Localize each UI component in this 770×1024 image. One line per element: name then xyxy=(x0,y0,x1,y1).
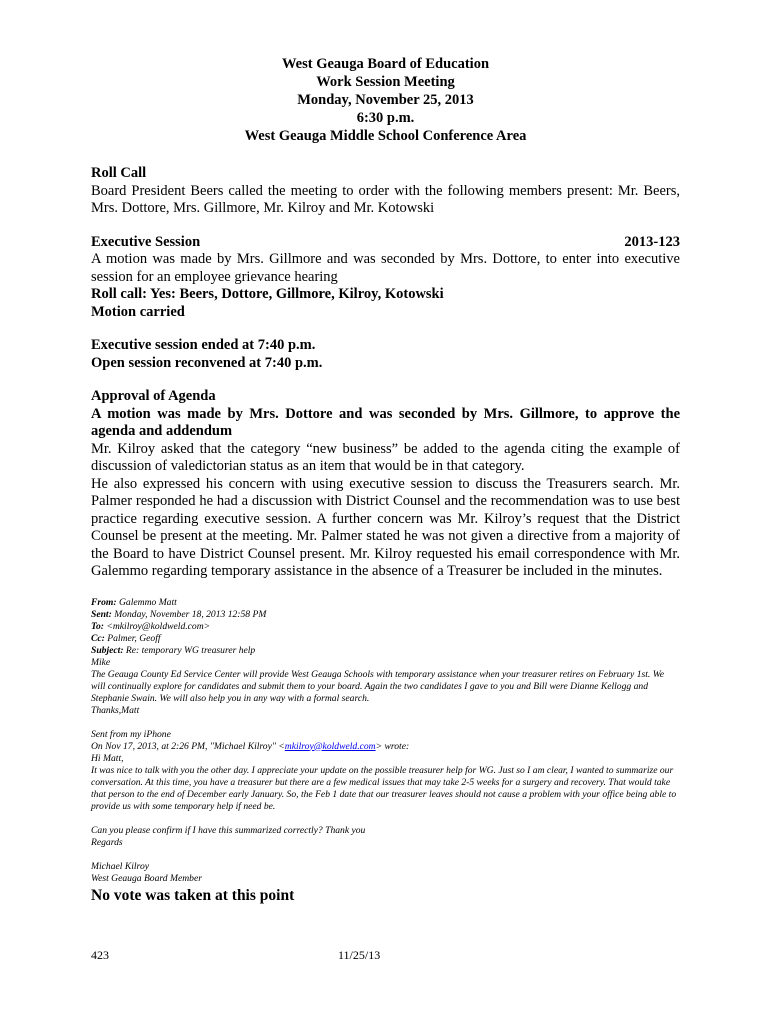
roll-call-section xyxy=(91,165,680,218)
email-cc-value: Palmer, Geoff xyxy=(104,632,161,644)
meeting-type: Work Session Meeting xyxy=(316,74,455,90)
email-sent-label: Sent: xyxy=(91,608,112,620)
email-regards: Regards xyxy=(91,836,123,848)
page-number: 423 xyxy=(91,948,109,962)
email-sent-value: Monday, November 18, 2013 12:58 PM xyxy=(111,608,267,620)
email-signature-title: West Geauga Board Member xyxy=(91,872,202,884)
email-subject-value: Re: temporary WG treasurer help xyxy=(123,644,256,656)
meeting-date: Monday, November 25, 2013 xyxy=(297,92,474,108)
email-sent-from: Sent from my iPhone xyxy=(91,728,171,740)
quote-suffix: > wrote: xyxy=(375,740,410,752)
email-cc xyxy=(91,633,680,645)
email-quote-header xyxy=(91,741,680,753)
document-page xyxy=(91,55,680,905)
agenda-motion: A motion was made by Mrs. Dottore and was seconded by Mrs. Gillmore, to approve the agenda and addendum xyxy=(91,405,680,439)
meeting-header xyxy=(91,55,680,145)
agenda-paragraph-2: He also expressed his concern with using executive session to discuss the Treasurers search. Mr. Palmer responded he had a discussion with District Counsel and the recommendation was to use best practice regarding executive session. A further concern was Mr. Kilroy’s request that the District Counsel be present at the meeting. Mr. Palmer stated he was not given a directive from a majority of the Board to have District Counsel present. Mr. Kilroy requested his email correspondence with Mr. Galemmo regarding temporary assistance in the absence of a Treasurer be included in the minutes. xyxy=(91,475,680,579)
email-confirm: Can you please confirm if I have this summarized correctly? Thank you xyxy=(91,824,366,836)
quote-prefix: On Nov 17, 2013, at 2:26 PM, "Michael Kilroy" < xyxy=(91,740,285,752)
resolution-number: 2013-123 xyxy=(624,233,680,250)
agenda-section xyxy=(91,388,680,581)
email-to-label: To: xyxy=(91,620,104,632)
executive-session-section xyxy=(91,234,680,322)
email-spacer-2 xyxy=(91,813,680,825)
email-cc-label: Cc: xyxy=(91,632,105,644)
email-body-2: It was nice to talk with you the other day. I appreciate your update on the possible treasurer help for WG. Just so I am clear, I wanted to summarize our conversation. At this time, you have a treasurer but there are a few medical issues that may take 2-5 weeks for a surgery and recovery. That would take that person to the end of December early January. So, the Feb 1 date that our treasurer leaves should not cause a problem with your office being able to provide us with some temporary help if need be. xyxy=(91,764,677,812)
executive-session-motion: A motion was made by Mrs. Gillmore and was seconded by Mrs. Dottore, to enter into executive session for an employee grievance hearing xyxy=(91,251,680,285)
email-subject-label: Subject: xyxy=(91,644,124,656)
email-greeting: Mike xyxy=(91,656,111,668)
roll-call-heading: Roll Call xyxy=(91,165,147,181)
email-to xyxy=(91,621,680,633)
board-name: West Geauga Board of Education xyxy=(281,56,490,72)
email-correspondence xyxy=(91,597,680,885)
meeting-location: West Geauga Middle School Conference Area xyxy=(244,128,527,144)
meeting-time: 6:30 p.m. xyxy=(356,110,415,126)
email-signature-name: Michael Kilroy xyxy=(91,860,149,872)
agenda-heading: Approval of Agenda xyxy=(91,388,216,404)
email-body: The Geauga County Ed Service Center will provide West Geauga Schools with temporary assistance when your treasurer retires on February 1st. We will continually explore for candidates and submit them to your board. Again the two candidates I gave to you and Bill were Dianne Kellogg and Stephanie Swain. We will also help you in any way with a formal search. xyxy=(91,668,665,704)
email-spacer-3 xyxy=(91,849,680,861)
email-greeting-2: Hi Matt, xyxy=(91,752,124,764)
open-session-reconvened: Open session reconvened at 7:40 p.m. xyxy=(91,354,323,371)
email-subject xyxy=(91,645,680,657)
email-sent xyxy=(91,609,680,621)
executive-session-roll-call: Roll call: Yes: Beers, Dottore, Gillmore, Kilroy, Kotowski xyxy=(91,286,444,302)
no-vote-statement: No vote was taken at this point xyxy=(91,886,295,904)
executive-session-result: Motion carried xyxy=(91,303,185,320)
roll-call-text: Board President Beers called the meeting to order with the following members present: Mr. Beers, Mrs. Dottore, Mrs. Gillmore, Mr. Kilroy and Mr. Kotowski xyxy=(91,182,680,216)
email-spacer xyxy=(91,717,680,729)
email-signoff: Thanks,Matt xyxy=(91,704,140,716)
email-to-value: <mkilroy@koldweld.com> xyxy=(103,620,211,632)
quote-email-link[interactable]: mkilroy@koldweld.com xyxy=(284,740,376,752)
footer-date: 11/25/13 xyxy=(338,948,381,962)
agenda-paragraph-1: Mr. Kilroy asked that the category “new business” be added to the agenda citing the example of discussion of valedictorian status as an item that would be in that category. xyxy=(91,440,680,474)
session-times-section xyxy=(91,337,680,372)
email-from-value: Galemmo Matt xyxy=(116,596,177,608)
email-from xyxy=(91,597,680,609)
executive-session-heading-row xyxy=(91,234,680,252)
email-from-label: From: xyxy=(91,596,117,608)
executive-session-ended: Executive session ended at 7:40 p.m. xyxy=(91,337,316,353)
executive-session-heading: Executive Session xyxy=(91,233,201,250)
